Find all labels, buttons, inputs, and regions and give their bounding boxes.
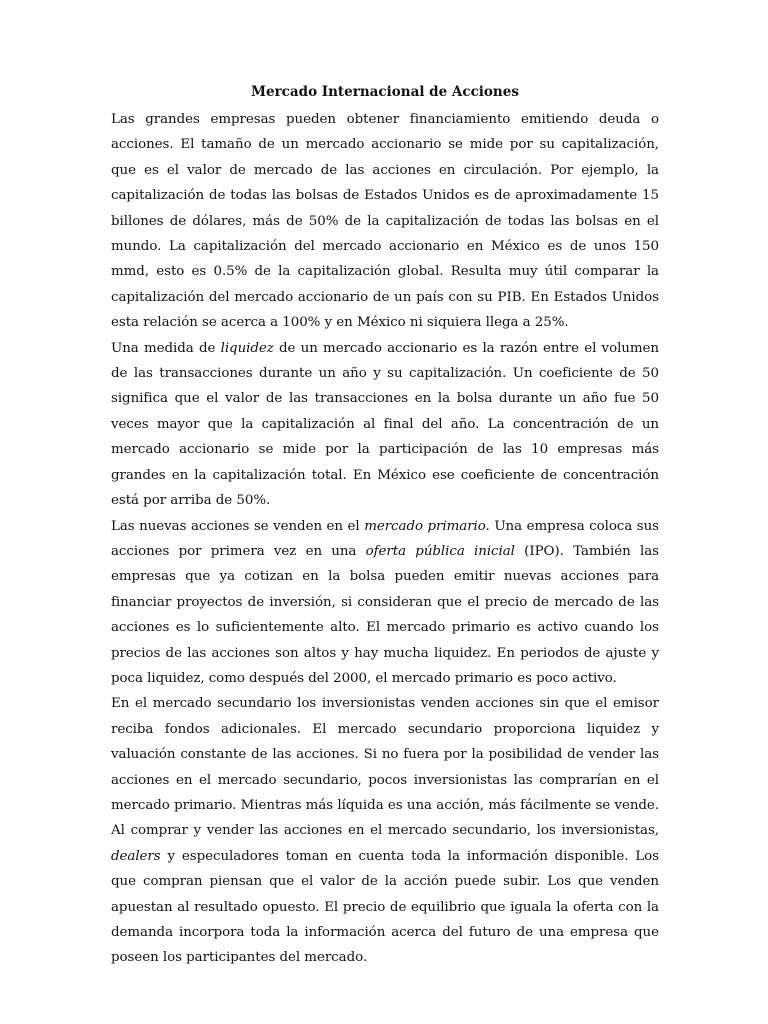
paragraph-text: de un mercado accionario es la razón entre el volumen de las transacciones durante un año y su capitalización. Un coeficiente de 50 significa que el valor de las transacciones en la bolsa durante un año fue 50 veces mayor que la capitalización al final del año. La concentración de un mercado accionario se mide por la participación de las 10 empresas más grandes en la capitalización total. En México ese coeficiente de concentración está por arriba de 50%. (111, 340, 659, 509)
italic-term: dealers (111, 848, 161, 864)
paragraph-text: En el mercado secundario los inversionistas venden acciones sin que el emisor reciba fondos adicionales. El mercado secundario proporciona liquidez y valuación constante de las acciones. Si no fuera por la posibilidad de vender las acciones en el mercado secundario, pocos inversionistas las comprarían en el mercado primario. Mientras más líquida es una acción, más fácilmente se vende. Al comprar y vender las acciones en el mercado secundario, los inversionistas, (111, 696, 659, 839)
document-title: Mercado Internacional de Acciones (251, 84, 519, 100)
paragraph-text: Una empresa coloca sus acciones por primera vez en una (111, 518, 660, 559)
document-page (111, 82, 659, 971)
paragraph-text: Las nuevas acciones se venden en el (111, 518, 365, 534)
italic-term: oferta pública inicial (365, 543, 515, 559)
paragraph-text: (IPO). También las empresas que ya cotizan en la bolsa pueden emitir nuevas acciones para financiar proyectos de inversión, si consideran que el precio de mercado de las acciones es lo suficientemente alto. El mercado primario es activo cuando los precios de las acciones son altos y hay mucha liquidez. En periodos de ajuste y poca liquidez, como después del 2000, el mercado primario es poco activo. (111, 543, 659, 686)
paragraph-text: Las grandes empresas pueden obtener financiamiento emitiendo deuda o acciones. El tamaño de un mercado accionario se mide por su capitalización, que es el valor de mercado de las acciones en circulación. Por ejemplo, la capitalización de todas las bolsas de Estados Unidos es de aproximadamente 15 billones de dólares, más de 50% de la capitalización de todas las bolsas en el mundo. La capitalización del mercado accionario en México es de unos 150 mmd, esto es 0.5% de la capitalización global. Resulta muy útil comparar la capitalización del mercado accionario de un país con su PIB. En Estados Unidos esta relación se acerca a 100% y en México ni siquiera llega a 25%. (111, 112, 659, 331)
paragraph-capitalizacion (111, 107, 659, 336)
italic-term: mercado primario. (364, 518, 490, 534)
italic-term: liquidez (220, 340, 274, 356)
paragraph-mercado-secundario (111, 691, 659, 970)
paragraph-liquidez (111, 336, 659, 514)
paragraph-text: y especuladores toman en cuenta toda la información disponible. Los que compran piensan que el valor de la acción puede subir. Los que venden apuestan al resultado opuesto. El precio de equilibrio que iguala la oferta con la demanda incorpora toda la información acerca del futuro de una empresa que poseen los participantes del mercado. (111, 848, 659, 966)
paragraph-mercado-primario (111, 514, 659, 692)
paragraph-text: Una medida de (111, 340, 221, 356)
